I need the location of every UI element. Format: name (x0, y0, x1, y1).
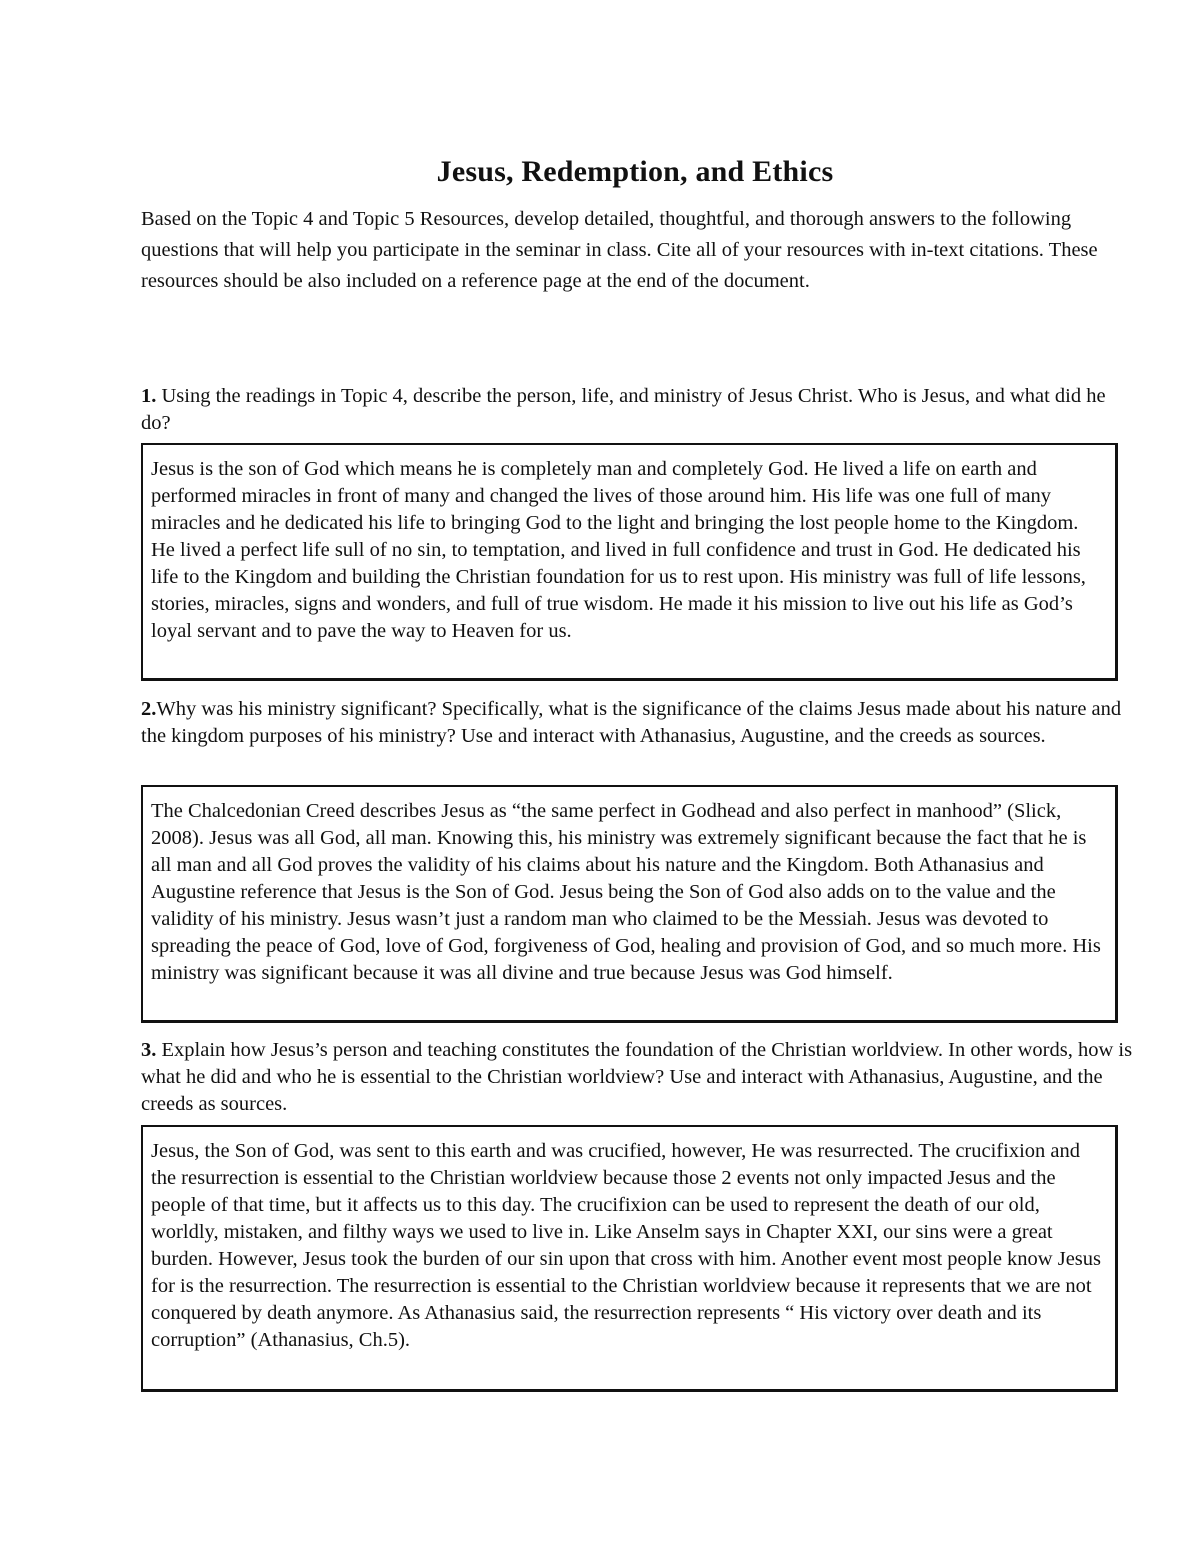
answer-text: Jesus is the son of God which means he is completely man and completely God. He lived a life on earth and performed miracles in front of many and changed the lives of those around him. His life was one full of many miracles and he dedicated his life to bringing God to the light and bringing the lost people home to the Kingdom. He lived a perfect life sull of no sin, to temptation, and lived in full confidence and trust in God. He dedicated his life to the Kingdom and building the Christian foundation for us to rest upon. His ministry was full of life lessons, stories, miracles, signs and wonders, and full of true wisdom. He made it his mission to live out his life as God’s loyal servant and to pave the way to Heaven for us. (151, 458, 1086, 642)
question-2 (141, 696, 1136, 750)
page-title: Jesus, Redemption, and Ethics (436, 155, 834, 188)
question-1 (141, 383, 1136, 437)
question-number: 1. (141, 385, 157, 407)
question-number: 2. (141, 698, 157, 720)
question-number: 3. (141, 1039, 157, 1061)
answer-box-2 (141, 785, 1118, 1023)
answer-box-1 (141, 443, 1118, 681)
question-text: Using the readings in Topic 4, describe the person, life, and ministry of Jesus Christ. Who is Jesus, and what did he do? (141, 385, 1106, 434)
question-text: Explain how Jesus’s person and teaching constitutes the foundation of the Christian worldview. In other words, how is what he did and who he is essential to the Christian worldview? Use and interact with Athanasius, Augustine, and the creeds as sources. (141, 1039, 1133, 1115)
question-3 (141, 1037, 1136, 1118)
answer-box-3 (141, 1125, 1118, 1392)
answer-text: Jesus, the Son of God, was sent to this earth and was crucified, however, He was resurrected. The crucifixion and the resurrection is essential to the Christian worldview because those 2 events not only impacted Jesus and the people of that time, but it affects us to this day. The crucifixion can be used to represent the death of our old, worldly, mistaken, and filthy ways we used to live in. Like Anselm says in Chapter XXI, our sins were a great burden. However, Jesus took the burden of our sin upon that cross with him. Another event most people know Jesus for is the resurrection. The resurrection is essential to the Christian worldview because it represents that we are not conquered by death anymore. As Athanasius said, the resurrection represents “ His victory over death and its corruption” (Athanasius, Ch.5). (151, 1140, 1102, 1351)
question-text: Why was his ministry significant? Specifically, what is the significance of the claims Jesus made about his nature and the kingdom purposes of his ministry? Use and interact with Athanasius, Augustine, and the creeds as sources. (141, 698, 1122, 747)
instructions-paragraph: Based on the Topic 4 and Topic 5 Resources, develop detailed, thoughtful, and thorough answers to the following questions that will help you participate in the seminar in class. Cite all of your resources with in-text citations. These resources should be also included on a reference page at the end of the document. (141, 208, 1098, 292)
answer-text: The Chalcedonian Creed describes Jesus as “the same perfect in Godhead and also perfect in manhood” (Slick, 2008). Jesus was all God, all man. Knowing this, his ministry was extremely significant because the fact that he is all man and all God proves the validity of his claims about his nature and the Kingdom. Both Athanasius and Augustine reference that Jesus is the Son of God. Jesus being the Son of God also adds on to the value and the validity of his ministry. Jesus wasn’t just a random man who claimed to be the Messiah. Jesus was devoted to spreading the peace of God, love of God, forgiveness of God, healing and provision of God, and so much more. His ministry was significant because it was all divine and true because Jesus was God himself. (151, 800, 1101, 984)
